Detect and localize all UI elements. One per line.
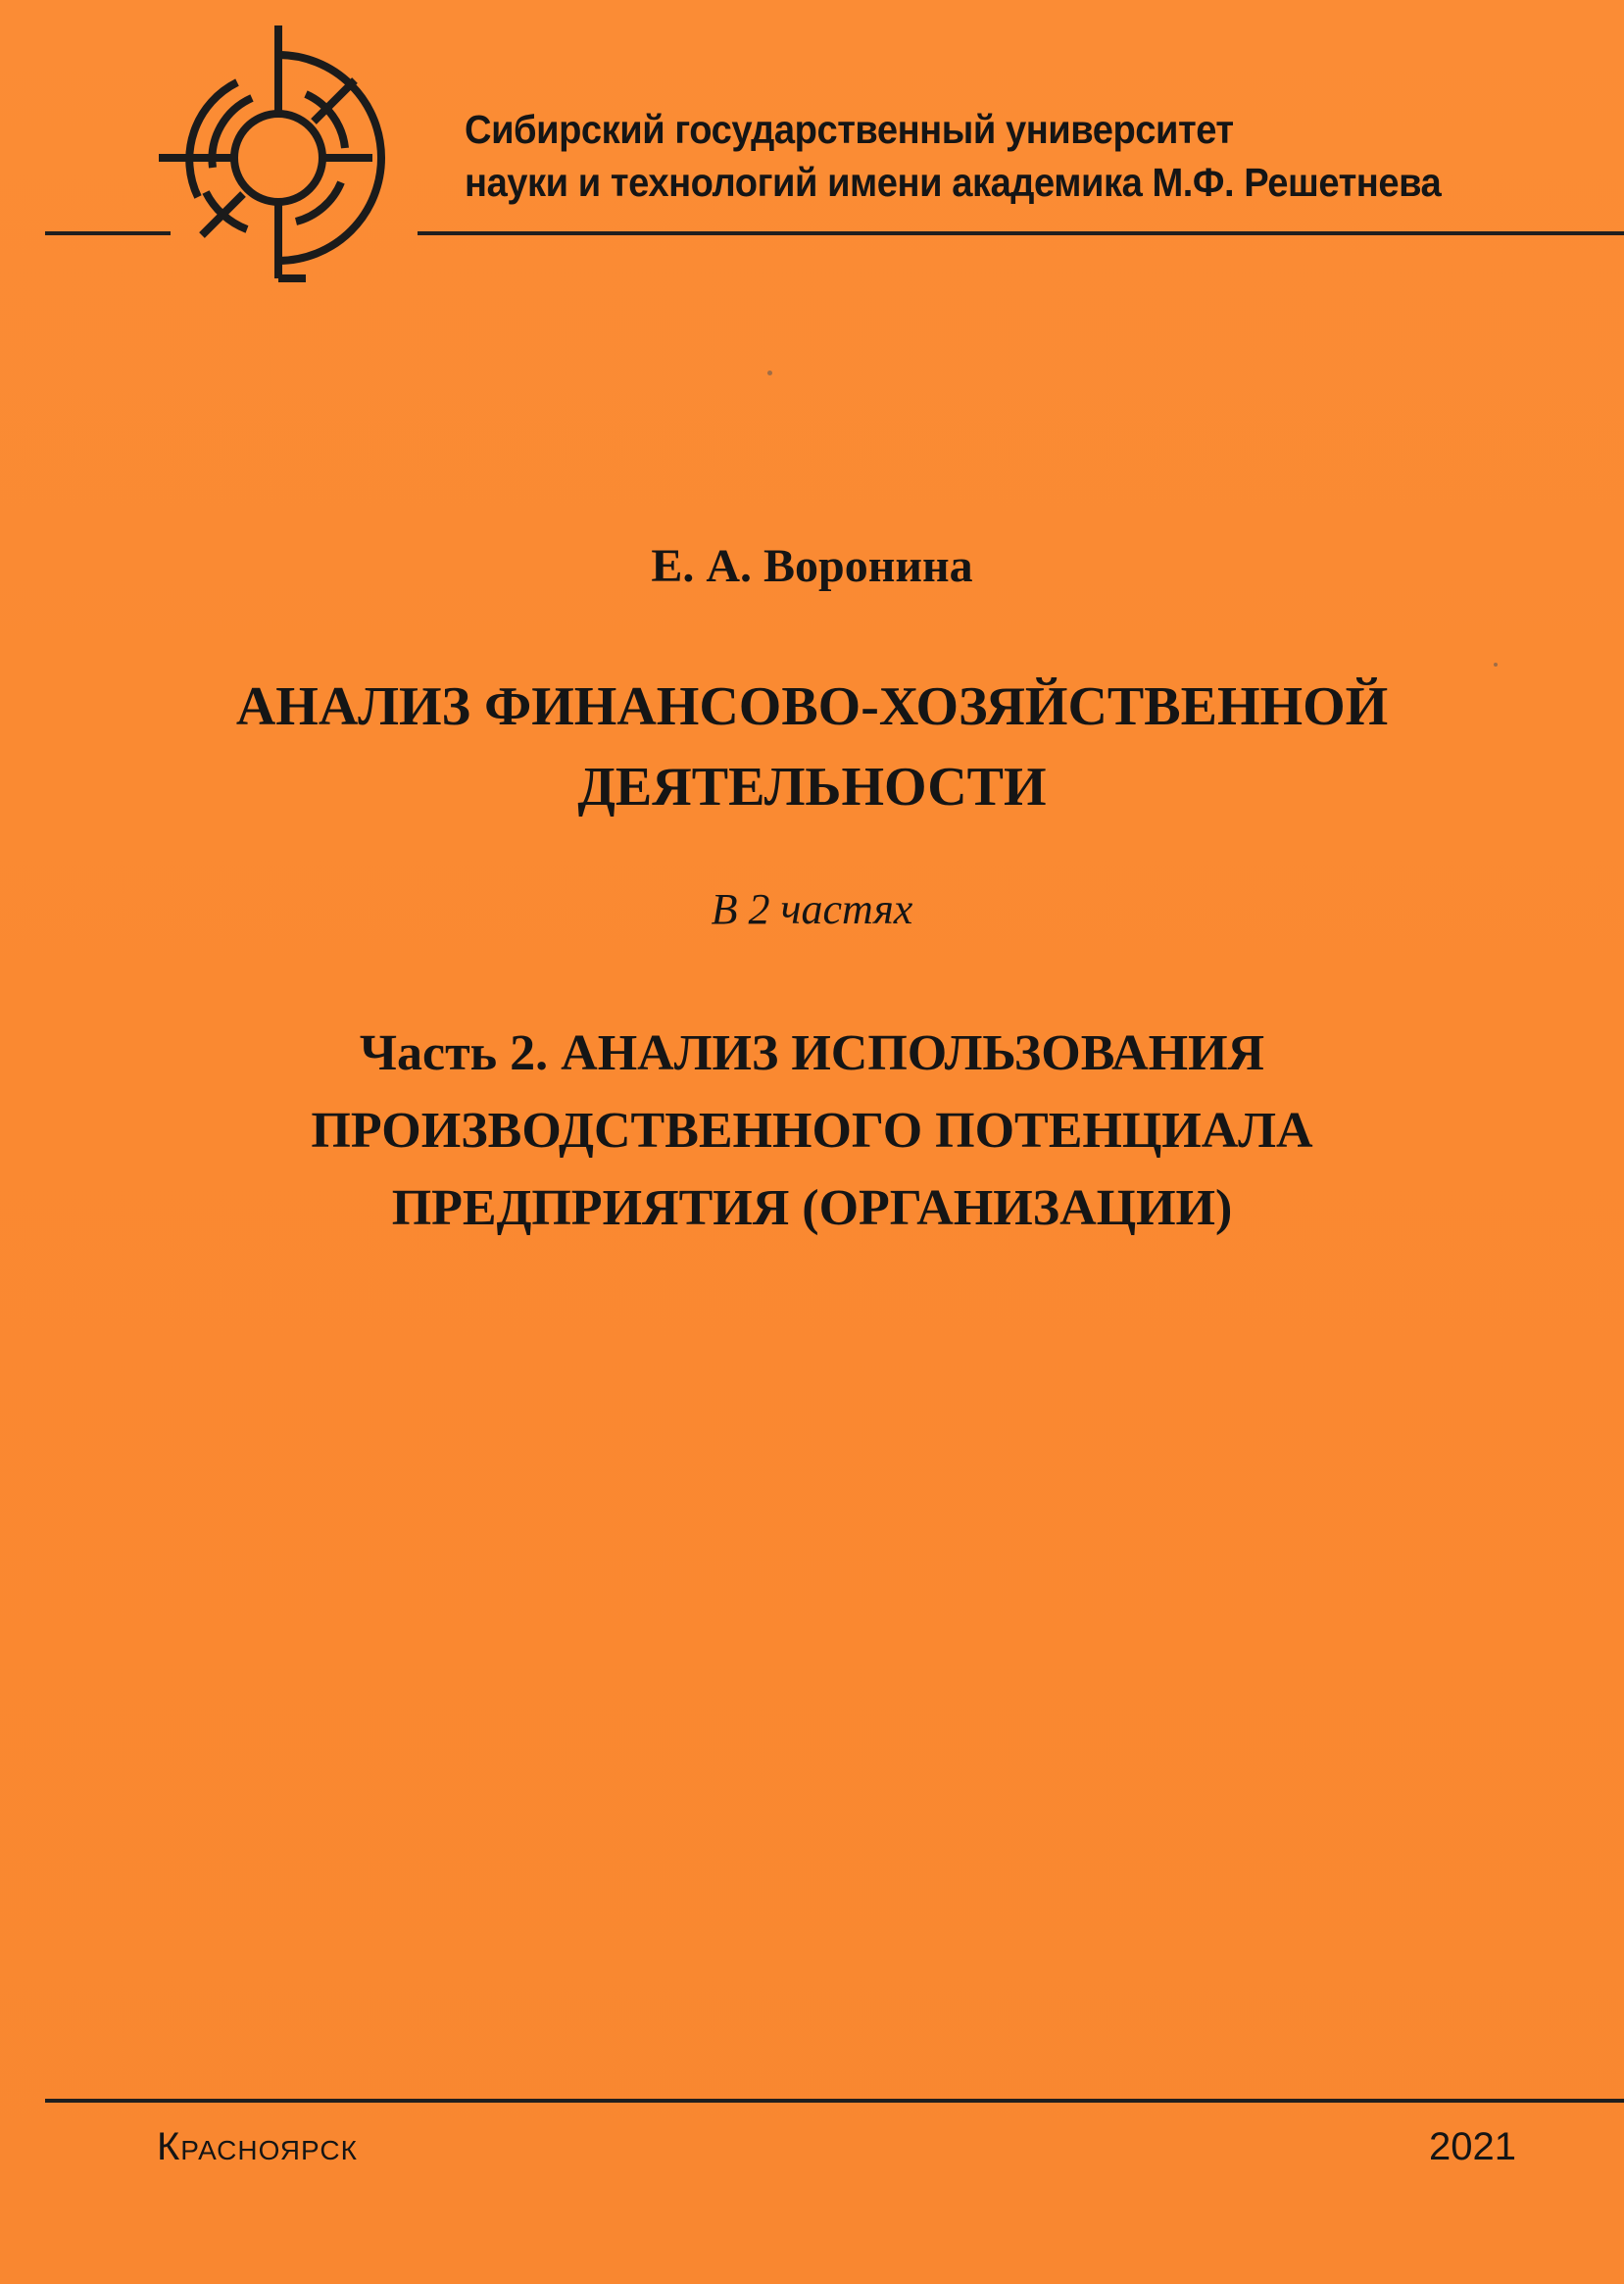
- book-title-line2: ДЕЯТЕЛЬНОСТИ: [577, 757, 1047, 818]
- book-title: [0, 667, 1624, 827]
- university-logo-icon: [159, 25, 399, 290]
- university-name-line1: Сибирский государственный университет: [465, 107, 1234, 152]
- university-name: [465, 103, 1441, 209]
- author-name: Е. А. Воронина: [651, 540, 973, 592]
- paper-speck: [767, 371, 772, 375]
- publication-city: Красноярск: [157, 2125, 358, 2168]
- header-rule-left: [45, 231, 171, 235]
- header-rule-right: [418, 231, 1624, 235]
- book-subtitle-line1: Часть 2. АНАЛИЗ ИСПОЛЬЗОВАНИЯ: [359, 1025, 1265, 1081]
- footer-rule: [45, 2099, 1624, 2103]
- publication-year: 2021: [1429, 2125, 1516, 2168]
- university-name-line2: науки и технологий имени академика М.Ф. Решетнева: [465, 160, 1442, 205]
- book-subtitle-line2: ПРОИЗВОДСТВЕННОГО ПОТЕНЦИАЛА: [311, 1103, 1313, 1159]
- parts-note: В 2 частях: [711, 885, 913, 933]
- book-subtitle: [0, 1015, 1624, 1247]
- book-title-line1: АНАЛИЗ ФИНАНСОВО-ХОЗЯЙСТВЕННОЙ: [235, 676, 1389, 737]
- book-subtitle-line3: ПРЕДПРИЯТИЯ (ОРГАНИЗАЦИИ): [391, 1180, 1233, 1236]
